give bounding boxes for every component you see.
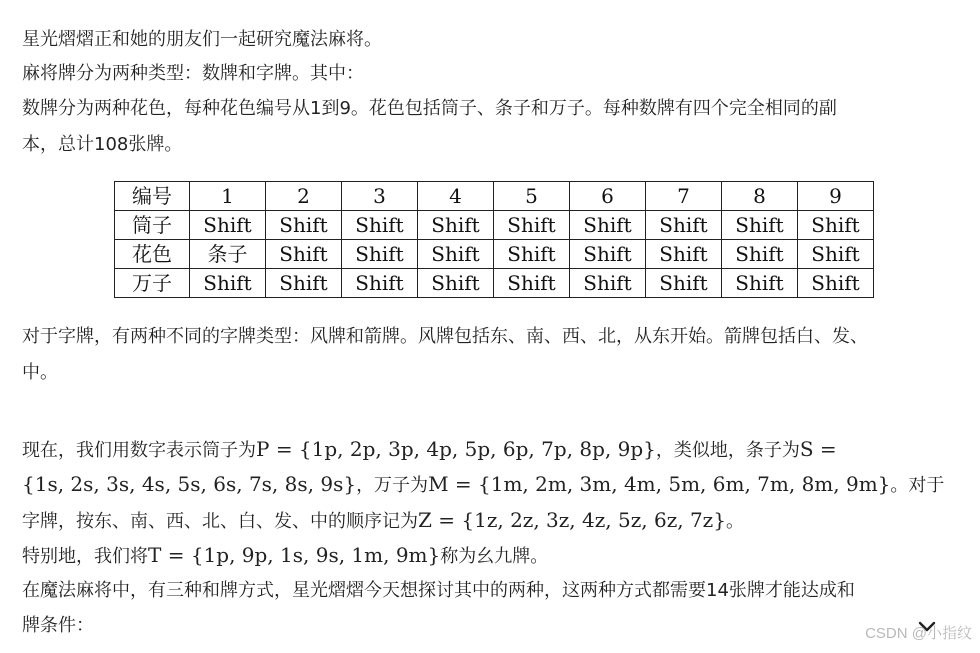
notation-text: 字牌，按东、南、西、北、白、发、中的顺序记为	[22, 511, 418, 532]
table-cell: Shift	[342, 269, 418, 298]
table-cell: Shift	[418, 240, 494, 269]
csdn-watermark: CSDN @小指纹	[865, 625, 972, 642]
table-cell: Shift	[266, 269, 342, 298]
table-cell: 5	[494, 182, 570, 211]
table-cell: Shift	[190, 269, 266, 298]
table-cell: Shift	[570, 211, 646, 240]
notation-text: 现在，我们用数字表示筒子为	[22, 440, 256, 461]
table-cell: Shift	[646, 211, 722, 240]
number-tiles-line-2: 本，总计108张牌。	[22, 134, 183, 155]
table-cell: Shift	[494, 211, 570, 240]
notation-line-1	[22, 434, 837, 466]
table-cell: Shift	[798, 269, 874, 298]
table-cell: Shift	[798, 211, 874, 240]
table-cell: Shift	[570, 240, 646, 269]
table-cell: 条子	[190, 240, 266, 269]
table-cell: 1	[190, 182, 266, 211]
notation-text: ，万子为	[356, 475, 429, 496]
winning-methods-line-1: 在魔法麻将中，有三种和牌方式，星光熠熠今天想探讨其中的两种，这两种方式都需要14张牌才能达成和	[22, 580, 855, 601]
terminal-tiles-line	[22, 540, 548, 572]
table-cell: 7	[646, 182, 722, 211]
table-cell: 8	[722, 182, 798, 211]
notation-text: 称为幺九牌。	[440, 546, 549, 567]
intro-line: 星光熠熠正和她的朋友们一起研究魔法麻将。	[22, 29, 382, 50]
table-cell: 花色	[115, 240, 190, 269]
table-cell: Shift	[266, 211, 342, 240]
honor-tiles-line-2: 中。	[22, 362, 58, 383]
table-cell: Shift	[342, 240, 418, 269]
notation-text: 。对于	[890, 475, 945, 496]
notation-line-2	[22, 469, 944, 501]
table-cell: Shift	[646, 240, 722, 269]
table-cell: Shift	[722, 211, 798, 240]
table-cell: Shift	[418, 211, 494, 240]
table-cell: Shift	[722, 269, 798, 298]
table-cell: 4	[418, 182, 494, 211]
math-formula: M = {1m, 2m, 3m, 4m, 5m, 6m, 7m, 8m, 9m}	[428, 472, 891, 496]
table-cell: Shift	[494, 240, 570, 269]
notation-text: ，类似地，条子为	[655, 440, 800, 461]
table-cell: Shift	[418, 269, 494, 298]
notation-line-3	[22, 505, 744, 537]
table-cell: 万子	[115, 269, 190, 298]
table-cell: 9	[798, 182, 874, 211]
table-cell: Shift	[798, 240, 874, 269]
number-tiles-line-1: 数牌分为两种花色，每种花色编号从1到9。花色包括筒子、条子和万子。每种数牌有四个完全相同的副	[22, 98, 837, 119]
table-cell: Shift	[266, 240, 342, 269]
table-cell: 筒子	[115, 211, 190, 240]
table-cell: 3	[342, 182, 418, 211]
table-cell: Shift	[342, 211, 418, 240]
table-cell: Shift	[494, 269, 570, 298]
table-cell: Shift	[646, 269, 722, 298]
table-cell: 6	[570, 182, 646, 211]
table-cell: Shift	[190, 211, 266, 240]
math-formula: S =	[799, 437, 837, 461]
notation-text: 。	[725, 511, 744, 532]
table-row	[115, 269, 874, 298]
table-cell: 2	[266, 182, 342, 211]
notation-text: 特别地，我们将	[22, 546, 148, 567]
tile-table	[114, 181, 874, 298]
table-cell: Shift	[722, 240, 798, 269]
honor-tiles-line-1: 对于字牌，有两种不同的字牌类型：风牌和箭牌。风牌包括东、南、西、北，从东开始。箭牌包括白、发、	[22, 326, 868, 347]
table-cell: Shift	[570, 269, 646, 298]
math-formula: P = {1p, 2p, 3p, 4p, 5p, 6p, 7p, 8p, 9p}	[256, 437, 656, 461]
tile-types-line: 麻将牌分为两种类型：数牌和字牌。其中：	[22, 63, 364, 84]
table-header-row	[115, 182, 874, 211]
winning-methods-line-2: 牌条件：	[22, 615, 94, 636]
math-formula: {1s, 2s, 3s, 4s, 5s, 6s, 7s, 8s, 9s}	[22, 472, 357, 496]
table-row	[115, 240, 874, 269]
math-formula: Z = {1z, 2z, 3z, 4z, 5z, 6z, 7z}	[418, 508, 726, 532]
math-formula: T = {1p, 9p, 1s, 9s, 1m, 9m}	[148, 543, 441, 567]
table-cell: 编号	[115, 182, 190, 211]
table-row	[115, 211, 874, 240]
